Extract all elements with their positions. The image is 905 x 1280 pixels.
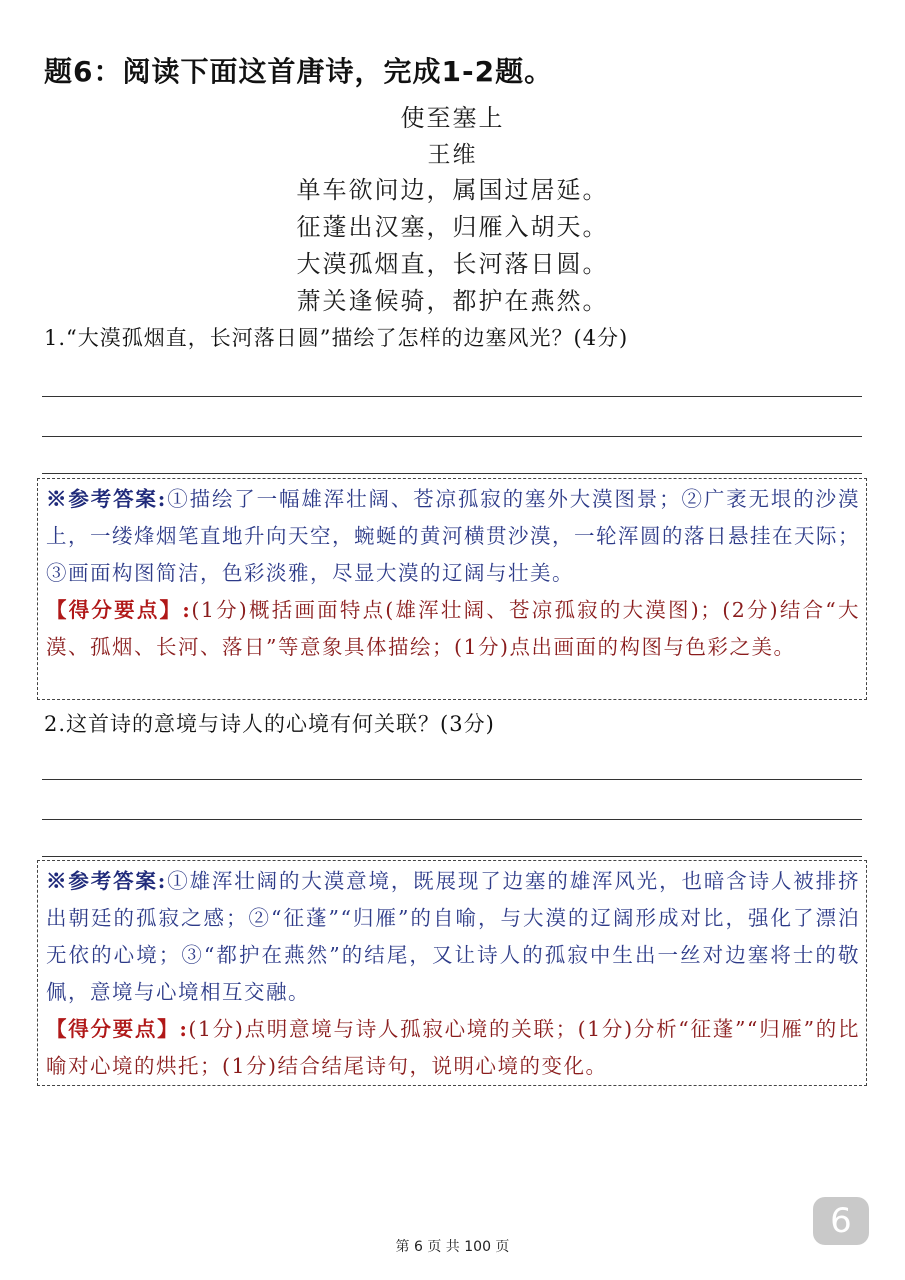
answer-line xyxy=(42,436,862,437)
page-footer: 第 6 页 共 100 页 xyxy=(395,1239,510,1255)
answer-box-1 xyxy=(37,478,867,700)
scoring-points-label: 【得分要点】: xyxy=(46,598,192,622)
answer-line xyxy=(42,396,862,397)
poem-line: 萧关逢候骑，都护在燕然。 xyxy=(296,287,609,315)
answer-line xyxy=(42,856,862,857)
scoring-points-label: 【得分要点】: xyxy=(46,1017,189,1041)
reference-answer-label: ※参考答案: xyxy=(46,487,167,511)
answer-box-2 xyxy=(37,860,867,1086)
question-2: 2.这首诗的意境与诗人的心境有何关联？(3分) xyxy=(44,712,495,736)
scoring-points-text: (1分)点明意境与诗人孤寂心境的关联；(1分)分析“征蓬”“归雁”的比喻对心境的烘托；(1分)结合结尾诗句，说明心境的变化。 xyxy=(46,1017,860,1078)
poem-line: 征蓬出汉塞，归雁入胡天。 xyxy=(296,213,609,241)
poem-line: 单车欲问边，属国过居延。 xyxy=(296,176,609,204)
reference-answer-text: ①雄浑壮阔的大漠意境，既展现了边塞的雄浑风光，也暗含诗人被排挤出朝廷的孤寂之感；②“征蓬”“归雁”的自喻，与大漠的辽阔形成对比，强化了漂泊无依的心境；③“都护在燕然”的结尾，又让诗人的孤寂中生出一丝对边塞将士的敬佩，意境与心境相互交融。 xyxy=(46,869,861,1004)
poem-title: 使至塞上 xyxy=(400,104,505,132)
question-1: 1.“大漠孤烟直，长河落日圆”描绘了怎样的边塞风光？(4分) xyxy=(44,326,629,350)
answer-line xyxy=(42,779,862,780)
poem-line: 大漠孤烟直，长河落日圆。 xyxy=(296,250,609,278)
page-number-badge: 6 xyxy=(813,1197,869,1245)
scoring-points-text: (1分)概括画面特点(雄浑壮阔、苍凉孤寂的大漠图)；(2分)结合“大漠、孤烟、长河、落日”等意象具体描绘；(1分)点出画面的构图与色彩之美。 xyxy=(46,598,860,659)
answer-line xyxy=(42,473,862,474)
reference-answer-text: ①描绘了一幅雄浑壮阔、苍凉孤寂的塞外大漠图景；②广袤无垠的沙漠上，一缕烽烟笔直地升向天空，蜿蜒的黄河横贯沙漠，一轮浑圆的落日悬挂在天际；③画面构图简洁，色彩淡雅，尽显大漠的辽阔与壮美。 xyxy=(46,487,861,585)
poem-author: 王维 xyxy=(427,142,478,168)
page-title: 题6：阅读下面这首唐诗，完成1-2题。 xyxy=(44,55,554,88)
poem-body xyxy=(0,172,905,320)
answer-line xyxy=(42,819,862,820)
reference-answer-label: ※参考答案: xyxy=(46,869,167,893)
